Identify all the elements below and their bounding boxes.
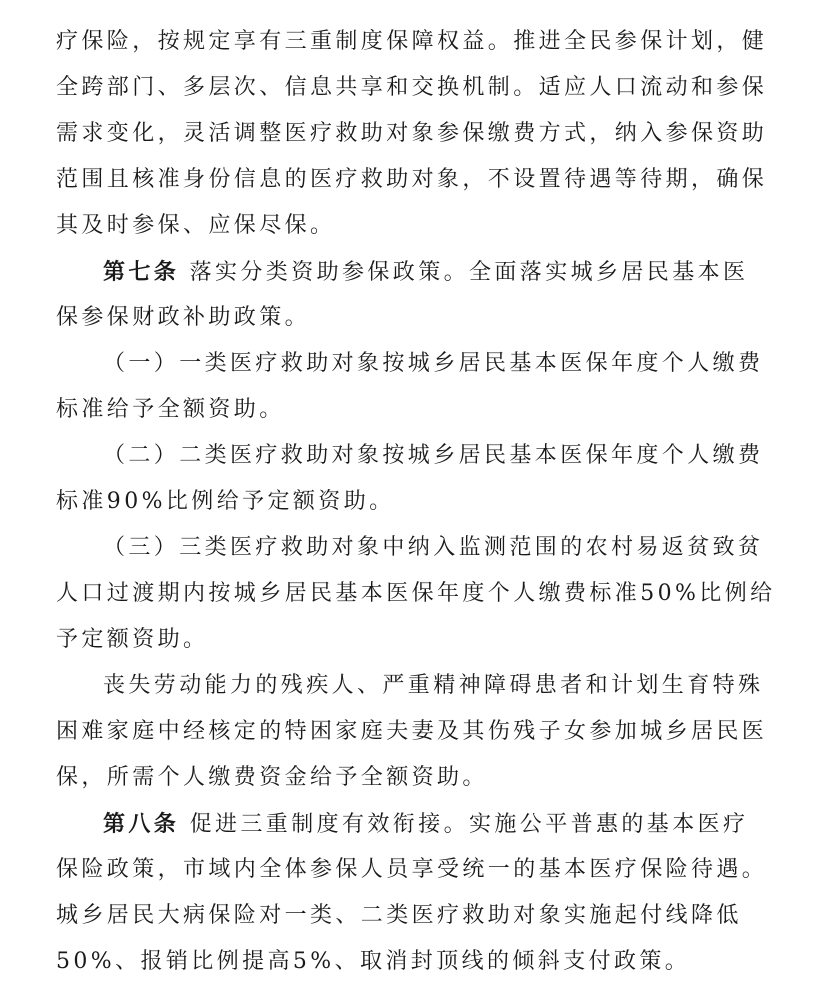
paragraph-line: 范围且核准身份信息的医疗救助对象，不设置待遇等待期，确保 — [56, 167, 768, 192]
item-3-line-2: 人口过渡期内按城乡居民基本医保年度个人缴费标准50%比例给 — [56, 581, 776, 606]
article-8-line-3: 城乡居民大病保险对一类、二类医疗救助对象实施起付线降低 — [56, 903, 742, 928]
paragraph-line: 其及时参保、应保尽保。 — [56, 213, 336, 238]
special-para-line: 丧失劳动能力的残疾人、严重精神障碍患者和计划生育特殊 — [103, 673, 764, 698]
paragraph-line: 疗保险，按规定享有三重制度保障权益。推进全民参保计划，健 — [56, 29, 768, 54]
item-3-line-3: 予定额资助。 — [56, 627, 209, 652]
article-7-text: 落实分类资助参保政策。全面落实城乡居民基本医 — [179, 260, 749, 285]
article-8-line-2: 保险政策，市域内全体参保人员享受统一的基本医疗保险待遇。 — [56, 857, 768, 882]
item-2-line-2: 标准90%比例给予定额资助。 — [56, 489, 395, 514]
item-1-line: （一）一类医疗救助对象按城乡居民基本医保年度个人缴费 — [103, 351, 764, 376]
special-para-line-2: 困难家庭中经核定的特困家庭夫妻及其伤残子女参加城乡居民医 — [56, 719, 768, 744]
article-8-heading: 第八条 — [103, 811, 180, 837]
article-8-line-4: 50%、报销比例提高5%、取消封顶线的倾斜支付政策。 — [56, 949, 691, 974]
article-7-line — [103, 252, 748, 292]
article-8-text: 促进三重制度有效衔接。实施公平普惠的基本医疗 — [179, 812, 749, 837]
article-8-line — [103, 804, 748, 844]
item-1-line-2: 标准给予全额资助。 — [56, 397, 285, 422]
article-7-heading: 第七条 — [103, 259, 180, 285]
paragraph-line: 全跨部门、多层次、信息共享和交换机制。适应人口流动和参保 — [56, 75, 768, 100]
item-2-line: （二）二类医疗救助对象按城乡居民基本医保年度个人缴费 — [103, 443, 764, 468]
article-7-line-2: 保参保财政补助政策。 — [56, 305, 311, 330]
paragraph-line: 需求变化，灵活调整医疗救助对象参保缴费方式，纳入参保资助 — [56, 121, 768, 146]
special-para-line-3: 保，所需个人缴费资金给予全额资助。 — [56, 765, 488, 790]
item-3-line: （三）三类医疗救助对象中纳入监测范围的农村易返贫致贫 — [103, 535, 764, 560]
